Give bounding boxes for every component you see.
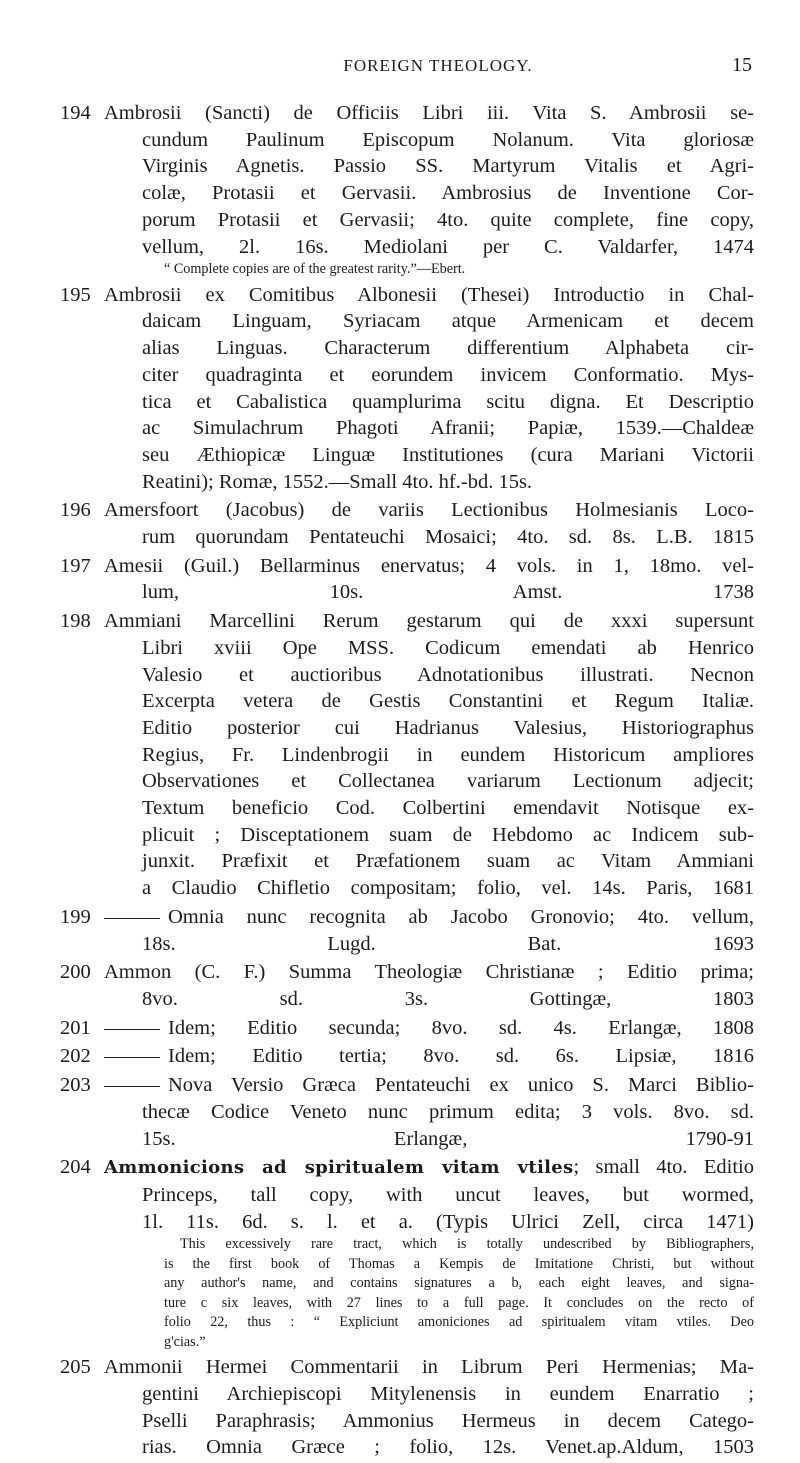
entry-number: 195 — [60, 283, 91, 306]
entry-line: seu Æthiopicæ Linguæ Institutiones (cura Mariani Victorii — [142, 443, 754, 466]
catalogue-entry-197 — [60, 553, 754, 606]
catalogue-entry-199 — [60, 904, 754, 957]
entry-line: Valesio et auctioribus Adnotationibus illustrati. Necnon — [142, 663, 754, 686]
entry-line: Ambrosii (Sancti) de Officiis Libri iii. Vita S. Ambrosii se- — [104, 102, 754, 124]
entry-line: thecæ Codice Veneto nunc primum edita; 3 vols. 8vo. sd. — [142, 1100, 754, 1123]
entry-line: Pselli Paraphrasis; Ammonius Hermeus in decem Catego- — [142, 1409, 754, 1432]
entry-line-text: ; small 4to. Editio — [573, 1156, 754, 1179]
entry-note: is the first book of Thomas a Kempis de Imitatione Christi, but without — [164, 1255, 754, 1272]
catalogue-entries — [60, 100, 754, 1463]
entry-line-text: Omnia nunc recognita ab Jacobo Gronovio; 4to. vellum, — [168, 905, 754, 928]
catalogue-entry-196 — [60, 497, 754, 550]
entry-line: rum quorundam Pentateuchi Mosaici; 4to. sd. 8s. L.B. 1815 — [142, 526, 754, 549]
entry-line: Princeps, tall copy, with uncut leaves, but wormed, — [142, 1183, 754, 1206]
entry-line-text: Idem; Editio secunda; 8vo. sd. 4s. Erlangæ, 1808 — [168, 1016, 754, 1039]
catalogue-entry-194 — [60, 100, 754, 280]
entry-line: Amesii (Guil.) Bellarminus enervatus; 4 vols. in 1, 18mo. vel- — [104, 554, 754, 577]
entry-number: 197 — [60, 554, 91, 577]
entry-number: 200 — [60, 961, 91, 984]
entry-line: rias. Omnia Græce ; folio, 12s. Venet.ap.Aldum, 1503 — [142, 1436, 754, 1459]
entry-note: This excessively rare tract, which is totally undescribed by Bibliographers, — [180, 1236, 754, 1253]
entry-line: 15s. Erlangæ, 1790-91 — [142, 1127, 754, 1150]
ditto-dash — [104, 1057, 160, 1058]
catalogue-entry-202 — [60, 1043, 754, 1070]
entry-line: gentini Archiepiscopi Mitylenensis in eundem Enarratio ; — [142, 1383, 754, 1406]
entry-note: any author's name, and contains signatures a b, each eight leaves, and signa- — [164, 1275, 754, 1292]
entry-line: Reatini); Romæ, 1552.—Small 4to. hf.-bd. 15s. — [142, 470, 533, 493]
entry-line: ac Simulachrum Phagoti Afranii; Papiæ, 1539.—Chaldeæ — [142, 417, 754, 440]
catalogue-entry-204 — [60, 1154, 754, 1352]
entry-line: lum, 10s. Amst. 1738 — [142, 581, 754, 604]
entry-line: Amersfoort (Jacobus) de variis Lectionibus Holmesianis Loco- — [104, 499, 754, 522]
entry-line: vellum, 2l. 16s. Mediolani per C. Valdarfer, 1474 — [142, 235, 754, 258]
entry-line: junxit. Præfixit et Præfationem suam ac Vitam Ammiani — [142, 850, 754, 873]
entry-note: g'cias.” — [164, 1333, 206, 1350]
entry-line: Ammiani Marcellini Rerum gestarum qui de xxxi supersunt — [104, 610, 754, 633]
entry-line: 8vo. sd. 3s. Gottingæ, 1803 — [142, 988, 754, 1010]
entry-line: Ammon (C. F.) Summa Theologiæ Christianæ ; Editio prima; — [104, 961, 754, 984]
entry-number: 198 — [60, 610, 91, 633]
entry-line: Virginis Agnetis. Passio SS. Martyrum Vitalis et Agri- — [142, 155, 754, 178]
entry-line-text: Nova Versio Græca Pentateuchi ex unico S. Marci Biblio- — [168, 1074, 754, 1097]
ditto-dash — [104, 1029, 160, 1030]
entry-line: Textum beneficio Cod. Colbertini emendavit Notisque ex- — [142, 797, 754, 820]
entry-number: 201 — [60, 1016, 91, 1039]
page-title: FOREIGN THEOLOGY. — [343, 56, 533, 75]
entry-number: 204 — [60, 1156, 91, 1179]
page-number: 15 — [732, 54, 752, 76]
entry-line: Libri xviii Ope MSS. Codicum emendati ab Henrico — [142, 636, 754, 659]
entry-line: Observationes et Collectanea variarum Lectionum adjecit; — [142, 770, 754, 793]
catalogue-entry-200 — [60, 959, 754, 1012]
entry-line: Ammonii Hermei Commentarii in Librum Peri Hermenias; Ma- — [104, 1356, 754, 1379]
entry-line: Ambrosii ex Comitibus Albonesii (Thesei) Introductio in Chal- — [104, 283, 754, 306]
entry-line: Regius, Fr. Lindenbrogii in eundem Historicum ampliores — [142, 743, 754, 766]
entry-line: a Claudio Chifletio compositam; folio, vel. 14s. Paris, 1681 — [142, 877, 754, 900]
entry-line: alias Linguas. Characterum differentium Alphabeta cir- — [142, 337, 754, 360]
entry-line — [104, 1072, 754, 1099]
entry-number: 199 — [60, 905, 91, 928]
entry-line: 18s. Lugd. Bat. 1693 — [142, 932, 754, 955]
entry-note: “ Complete copies are of the greatest rarity.”—Ebert. — [164, 261, 466, 278]
catalogue-entry-201 — [60, 1015, 754, 1042]
entry-line: porum Protasii et Gervasii; 4to. quite complete, fine copy, — [142, 208, 754, 231]
entry-line: tica et Cabalistica quamplurima scitu digna. Et Descriptio — [142, 390, 754, 413]
ditto-dash — [104, 1086, 160, 1087]
entry-line — [104, 904, 754, 931]
entry-number: 194 — [60, 102, 91, 124]
entry-line — [104, 1043, 754, 1070]
entry-line: citer quadraginta et eorundem invicem Conformatio. Mys- — [142, 363, 754, 386]
entry-number: 203 — [60, 1074, 91, 1097]
entry-line — [104, 1154, 754, 1182]
entry-line: 1l. 11s. 6d. s. l. et a. (Typis Ulrici Zell, circa 1471) — [142, 1210, 754, 1233]
entry-line: plicuit ; Disceptationem suam de Hebdomo ac Indicem sub- — [142, 823, 754, 846]
catalogue-entry-203 — [60, 1072, 754, 1152]
catalogue-entry-195 — [60, 282, 754, 496]
entry-line: Excerpta vetera de Gestis Constantini et Regum Italiæ. — [142, 690, 754, 713]
entry-number: 205 — [60, 1356, 91, 1379]
entry-number: 202 — [60, 1045, 91, 1068]
ditto-dash — [104, 918, 160, 919]
entry-note: ture c six leaves, with 27 lines to a full page. It concludes on the recto of — [164, 1294, 754, 1311]
catalogue-entry-198 — [60, 608, 754, 902]
entry-line: colæ, Protasii et Gervasii. Ambrosius de Inventione Cor- — [142, 182, 754, 205]
entry-line: daicam Linguam, Syriacam atque Armenicam et decem — [142, 310, 754, 333]
entry-line-text: Idem; Editio tertia; 8vo. sd. 6s. Lipsiæ, 1816 — [168, 1045, 754, 1068]
entry-line: cundum Paulinum Episcopum Nolanum. Vita gloriosæ — [142, 128, 754, 151]
entry-line: Editio posterior cui Hadrianus Valesius, Historiographus — [142, 716, 754, 739]
running-header — [124, 56, 752, 82]
entry-line — [104, 1015, 754, 1042]
entry-note: folio 22, thus : “ Expliciunt amoniciones ad spiritualem vitam vtiles. Deo — [164, 1314, 754, 1331]
catalogue-entry-205 — [60, 1354, 754, 1461]
entry-number: 196 — [60, 499, 91, 522]
blackletter-title: Ammonicions ad spiritualem vitam vtiles — [104, 1157, 574, 1179]
